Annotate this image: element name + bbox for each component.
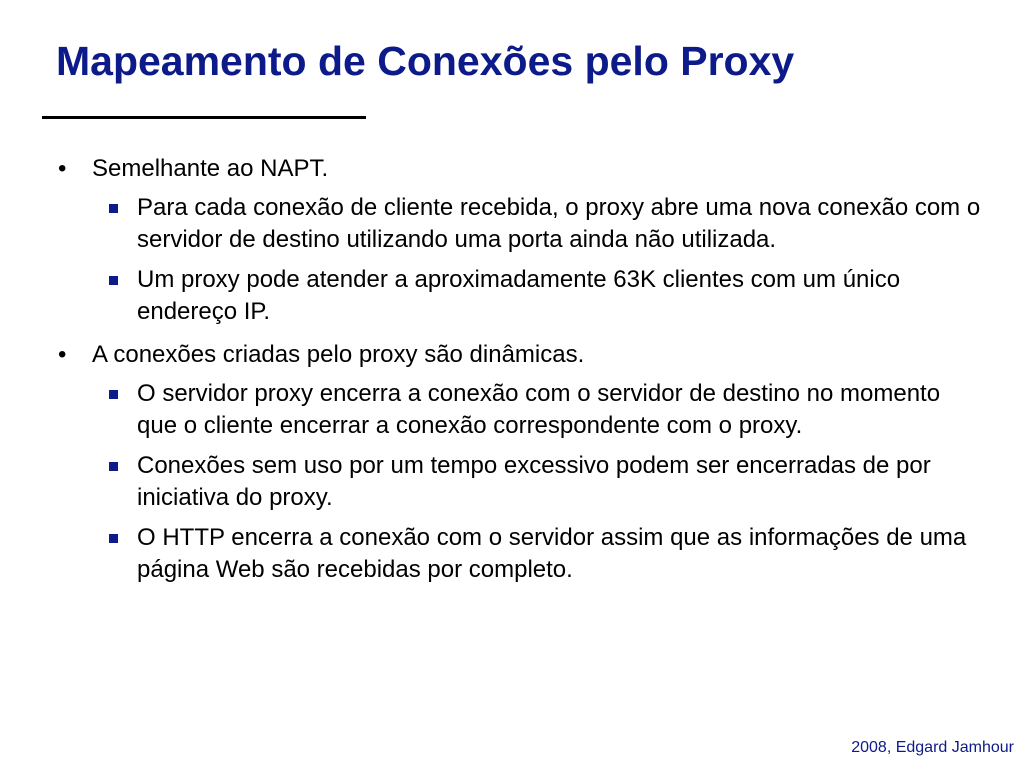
sub-bullet-list bbox=[92, 192, 986, 328]
sub-bullet-item bbox=[92, 522, 986, 586]
square-bullet-icon bbox=[109, 390, 118, 399]
bullet-item bbox=[56, 154, 986, 328]
sub-bullet-text: Conexões sem uso por um tempo excessivo podem ser encerradas de por iniciativa do proxy. bbox=[137, 452, 931, 511]
sub-bullet-item bbox=[92, 378, 986, 442]
square-bullet-icon bbox=[109, 534, 118, 543]
square-bullet-icon bbox=[109, 276, 118, 285]
bullet-dot-icon: • bbox=[58, 341, 67, 368]
sub-bullet-text: O servidor proxy encerra a conexão com o servidor de destino no momento que o cliente encerrar a conexão correspondente com o proxy. bbox=[137, 380, 941, 439]
sub-bullet-item bbox=[92, 264, 986, 328]
title-underline bbox=[42, 116, 366, 119]
sub-bullet-list bbox=[92, 378, 986, 586]
sub-bullet-text: Para cada conexão de cliente recebida, o proxy abre uma nova conexão com o servidor de destino utilizando uma porta ainda não utilizada. bbox=[137, 194, 981, 253]
bullet-list bbox=[56, 154, 986, 598]
bullet-text: Semelhante ao NAPT. bbox=[92, 155, 329, 182]
bullet-item bbox=[56, 340, 986, 586]
sub-bullet-text: Um proxy pode atender a aproximadamente 63K clientes com um único endereço IP. bbox=[137, 266, 901, 325]
bullet-dot-icon: • bbox=[58, 155, 67, 182]
sub-bullet-item bbox=[92, 192, 986, 256]
square-bullet-icon bbox=[109, 204, 118, 213]
sub-bullet-text: O HTTP encerra a conexão com o servidor assim que as informações de uma página Web são recebidas por completo. bbox=[137, 524, 967, 583]
square-bullet-icon bbox=[109, 462, 118, 471]
bullet-text: A conexões criadas pelo proxy são dinâmicas. bbox=[92, 341, 585, 368]
footer-credit: 2008, Edgard Jamhour bbox=[851, 739, 1014, 756]
sub-bullet-item bbox=[92, 450, 986, 514]
slide-title: Mapeamento de Conexões pelo Proxy bbox=[56, 38, 795, 84]
